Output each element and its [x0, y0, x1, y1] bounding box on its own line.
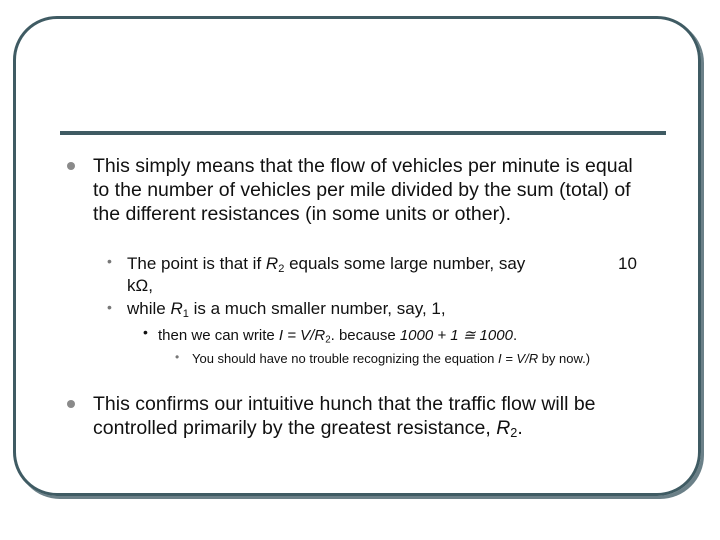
- fourth-level-text: You should have no trouble recognizing the equation I = V/R by now.): [192, 351, 591, 366]
- sub-bullet-value: 10: [618, 254, 637, 273]
- sub-bullet-r1: while $R_1$ is a much smaller number, say, 1,: [127, 299, 446, 320]
- third-level-dot: •: [143, 324, 148, 340]
- bullet-dot: [67, 162, 75, 170]
- bullet-dot: [67, 400, 75, 408]
- sub-bullet-unit: kΩ,: [127, 276, 153, 295]
- title-rule: [60, 131, 666, 135]
- sub-bullet-dot: •: [107, 299, 112, 315]
- bullet-text-conclusion: This confirms our intuitive hunch that the traffic flow will be controlled primarily by the greatest resistance, $R_2$.: [93, 393, 596, 441]
- sub-bullet-r2: The point is that if $R_2$ equals some large number, say: [127, 254, 526, 275]
- sub-bullet-dot: •: [107, 253, 112, 269]
- third-level-text: then we can write $I = V/R_2$. because 1000 + 1 ≅ 1000.: [158, 327, 518, 346]
- fourth-level-dot: •: [175, 350, 180, 364]
- bullet-text-main: This simply means that the flow of vehicles per minute is equal to the number of vehicles per mile divided by the sum (total) of the different resistances (in some units or other).: [93, 155, 633, 225]
